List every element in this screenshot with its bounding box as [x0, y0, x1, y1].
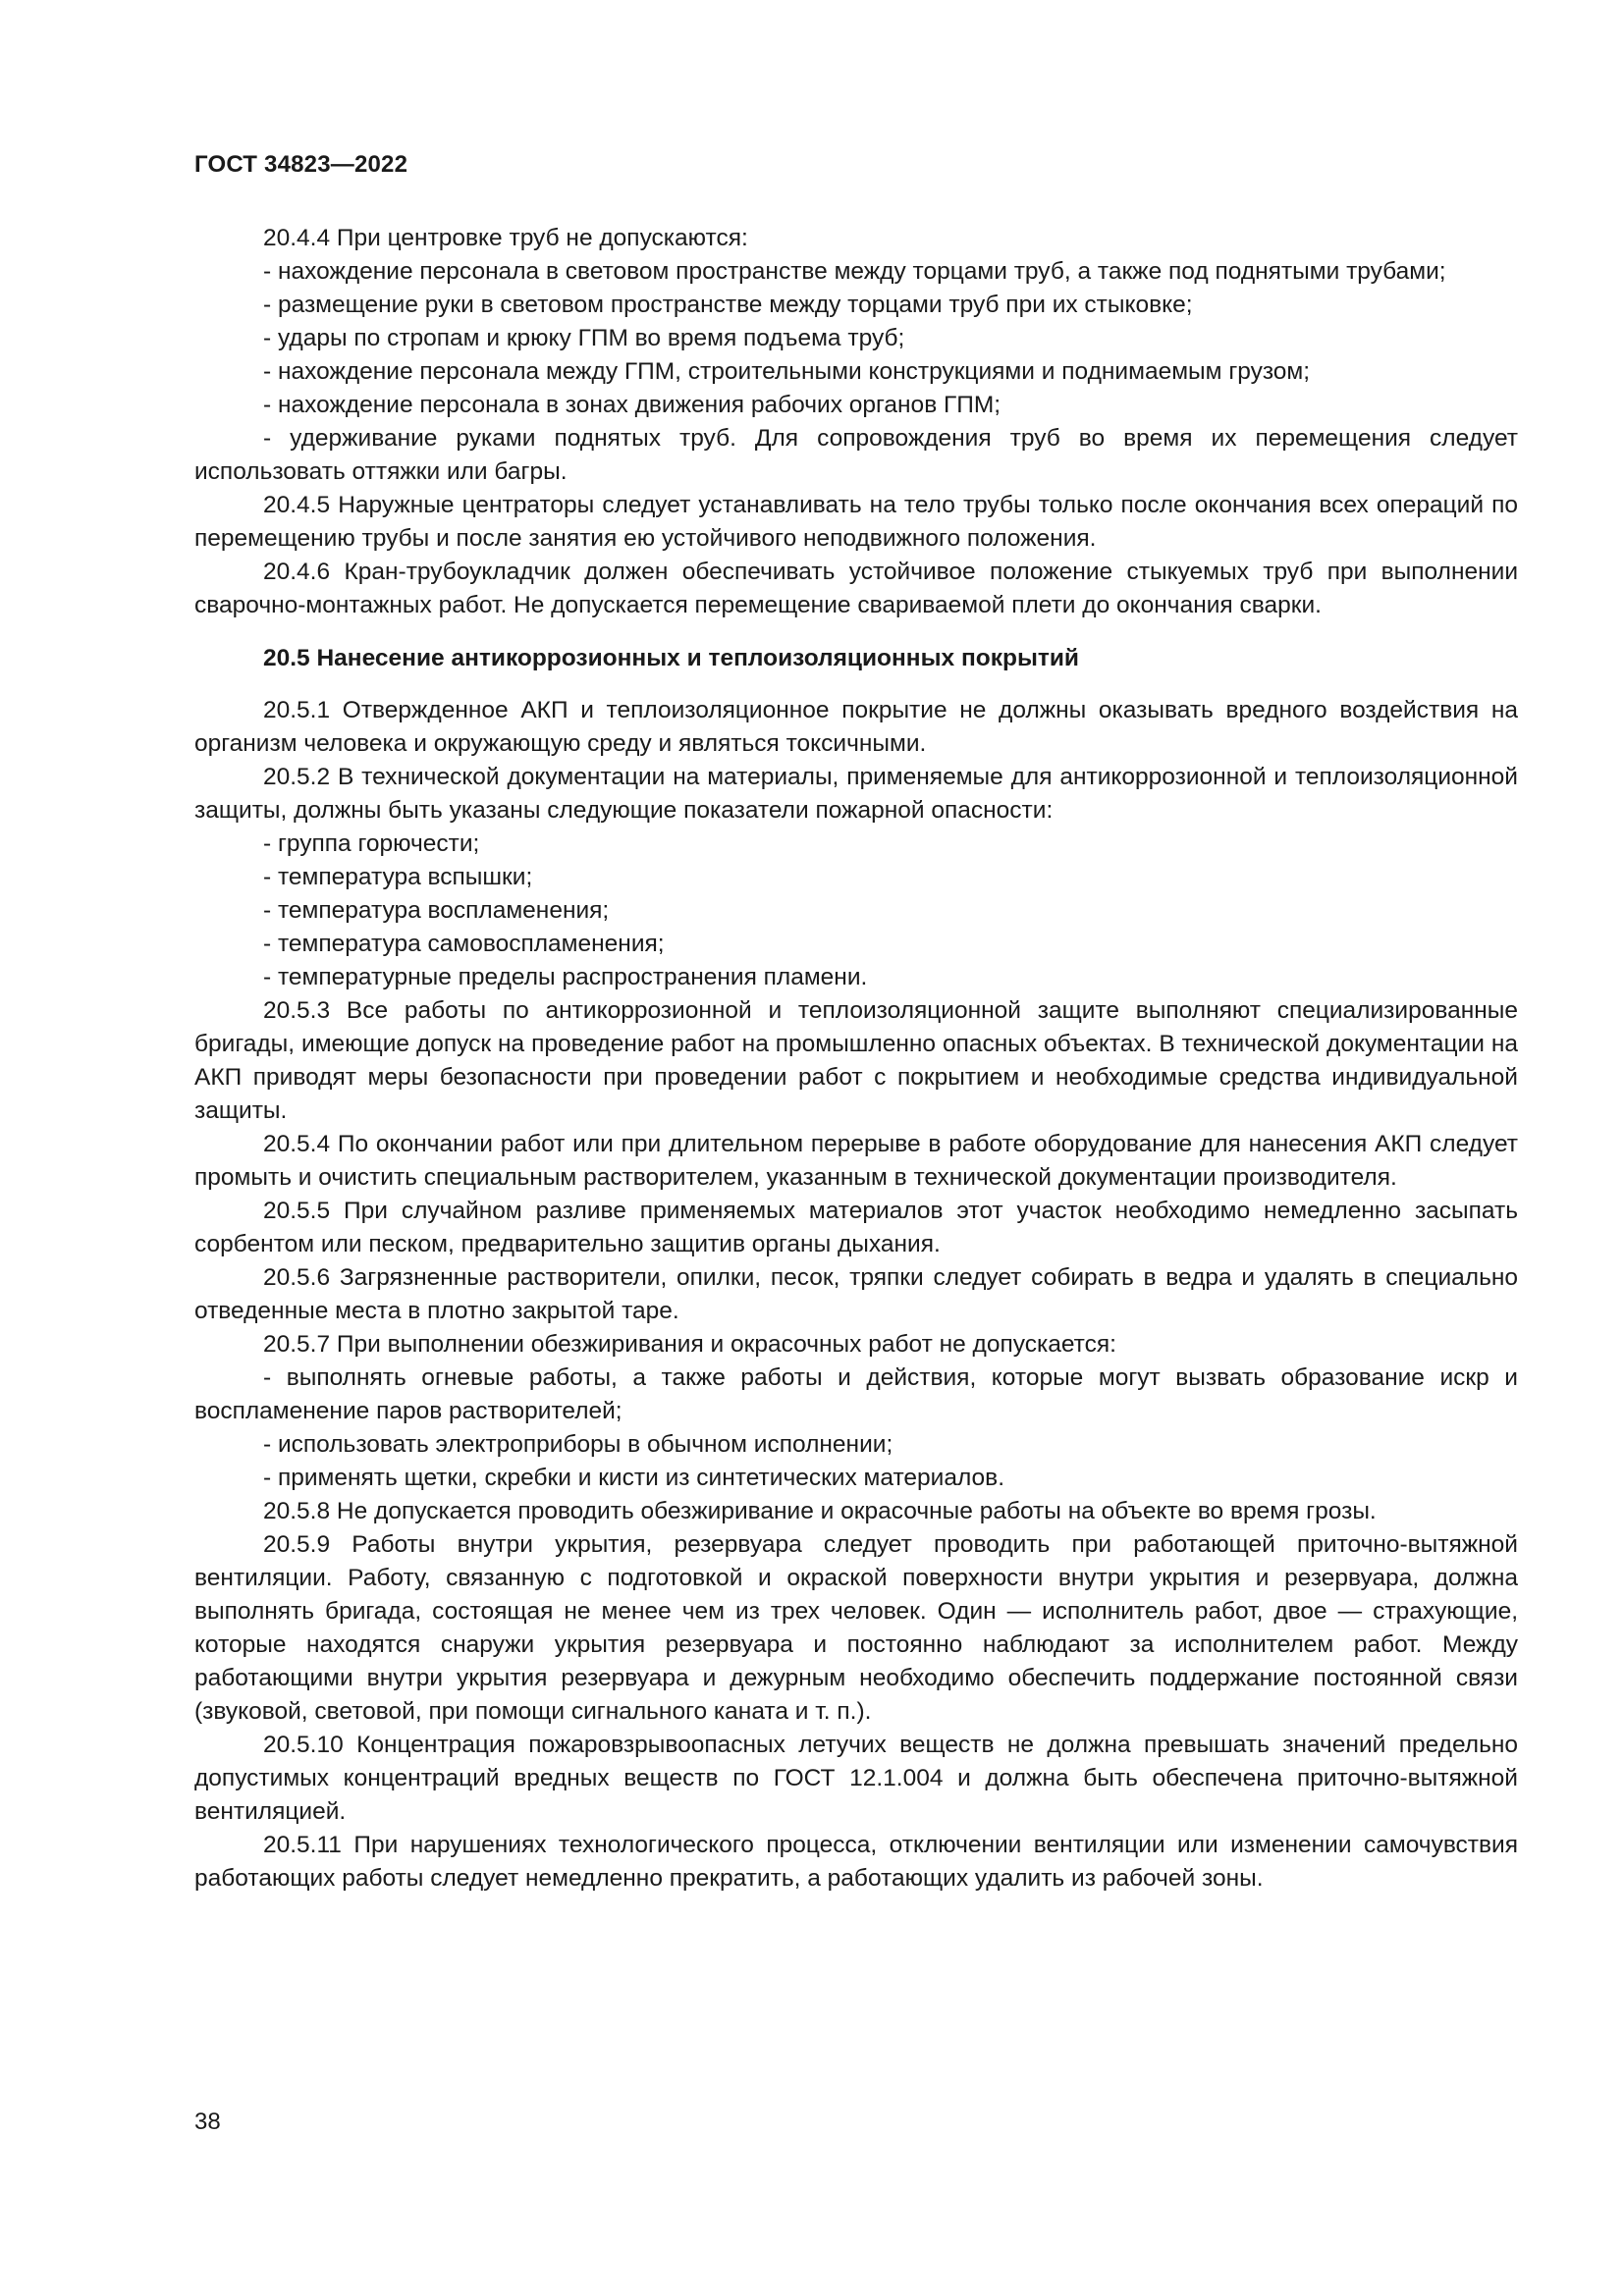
clause-20-5-9: 20.5.9 Работы внутри укрытия, резервуара следует проводить при работающей приточно-вытяжной вентиляции. Работу, связанную с подготовкой и окраской поверхности внутри укрытия и резервуара, должна выполнять бригада, состоящая не менее чем из трех человек. Один — исполнитель работ, двое — страхующие, которые находятся снаружи укрытия резервуара и постоянно наблюдают за исполнителем работ. Между работающими внутри укрытия резервуара и дежурным необходимо обеспечить поддержание постоянной связи (звуковой, световой, при помощи сигнального каната и т. п.). — [194, 1531, 1518, 1725]
list-item: - нахождение персонала в световом пространстве между торцами труб, а также под поднятыми трубами; — [263, 258, 1446, 285]
list-item: - размещение руки в световом пространстве между торцами труб при их стыковке; — [263, 292, 1193, 318]
list-item: - выполнять огневые работы, а также работы и действия, которые могут вызвать образование искр и воспламенение паров растворителей; — [194, 1364, 1518, 1424]
list-item: - применять щетки, скребки и кисти из синтетических материалов. — [263, 1465, 1005, 1491]
clause-20-5-1: 20.5.1 Отвержденное АКП и теплоизоляционное покрытие не должны оказывать вредного воздействия на организм человека и окружающую среду и являться токсичными. — [194, 697, 1518, 757]
clause-20-5-8: 20.5.8 Не допускается проводить обезжиривание и окрасочные работы на объекте во время грозы. — [263, 1498, 1377, 1524]
clause-20-5-5: 20.5.5 При случайном разливе применяемых материалов этот участок необходимо немедленно засыпать сорбентом или песком, предварительно защитив органы дыхания. — [194, 1198, 1518, 1257]
list-item: - температура вспышки; — [263, 864, 533, 890]
clause-20-4-4: 20.4.4 При центровке труб не допускаются: — [263, 225, 748, 251]
clause-20-4-5: 20.4.5 Наружные центраторы следует устанавливать на тело трубы только после окончания всех операций по перемещению трубы и после занятия ею устойчивого неподвижного положения. — [194, 492, 1518, 552]
clause-20-5-6: 20.5.6 Загрязненные растворители, опилки, песок, тряпки следует собирать в ведра и удалять в специально отведенные места в плотно закрытой таре. — [194, 1264, 1518, 1324]
list-item: - использовать электроприборы в обычном исполнении; — [263, 1431, 893, 1458]
clause-20-5-3: 20.5.3 Все работы по антикоррозионной и теплоизоляционной защите выполняют специализированные бригады, имеющие допуск на проведение работ на промышленно опасных объектах. В технической документации на АКП приводят меры безопасности при проведении работ с покрытием и необходимые средства индивидуальной защиты. — [194, 997, 1518, 1124]
list-item: - температура воспламенения; — [263, 897, 610, 924]
document-body — [194, 222, 1518, 1896]
clause-20-5-7: 20.5.7 При выполнении обезжиривания и окрасочных работ не допускается: — [263, 1331, 1116, 1358]
clause-20-5-2: 20.5.2 В технической документации на материалы, применяемые для антикоррозионной и теплоизоляционной защиты, должны быть указаны следующие показатели пожарной опасности: — [194, 764, 1518, 824]
list-item: - удерживание руками поднятых труб. Для сопровождения труб во время их перемещения следует использовать оттяжки или багры. — [194, 425, 1518, 485]
clause-20-4-6: 20.4.6 Кран-трубоукладчик должен обеспечивать устойчивое положение стыкуемых труб при выполнении сварочно-монтажных работ. Не допускается перемещение свариваемой плети до окончания сварки. — [194, 559, 1518, 618]
list-item: - группа горючести; — [263, 830, 480, 857]
clause-20-5-10: 20.5.10 Концентрация пожаровзрывоопасных летучих веществ не должна превышать значений предельно допустимых концентраций вредных веществ по ГОСТ 12.1.004 и должна быть обеспечена приточно-вытяжной вентиляцией. — [194, 1732, 1518, 1825]
section-heading-20-5: 20.5 Нанесение антикоррозионных и теплоизоляционных покрытий — [263, 645, 1079, 671]
list-item: - температурные пределы распространения пламени. — [263, 964, 868, 990]
document-title: ГОСТ 34823—2022 — [194, 151, 408, 178]
list-item: - температура самовоспламенения; — [263, 931, 665, 957]
page-number: 38 — [194, 2109, 221, 2135]
list-item: - нахождение персонала в зонах движения рабочих органов ГПМ; — [263, 392, 1001, 418]
list-item: - удары по стропам и крюку ГПМ во время подъема труб; — [263, 325, 905, 351]
clause-20-5-4: 20.5.4 По окончании работ или при длительном перерыве в работе оборудование для нанесения АКП следует промыть и очистить специальным растворителем, указанным в технической документации производителя. — [194, 1131, 1518, 1191]
clause-20-5-11: 20.5.11 При нарушениях технологического процесса, отключении вентиляции или изменении самочувствия работающих работы следует немедленно прекратить, а работающих удалить из рабочей зоны. — [194, 1832, 1518, 1892]
list-item: - нахождение персонала между ГПМ, строительными конструкциями и поднимаемым грузом; — [263, 358, 1311, 385]
